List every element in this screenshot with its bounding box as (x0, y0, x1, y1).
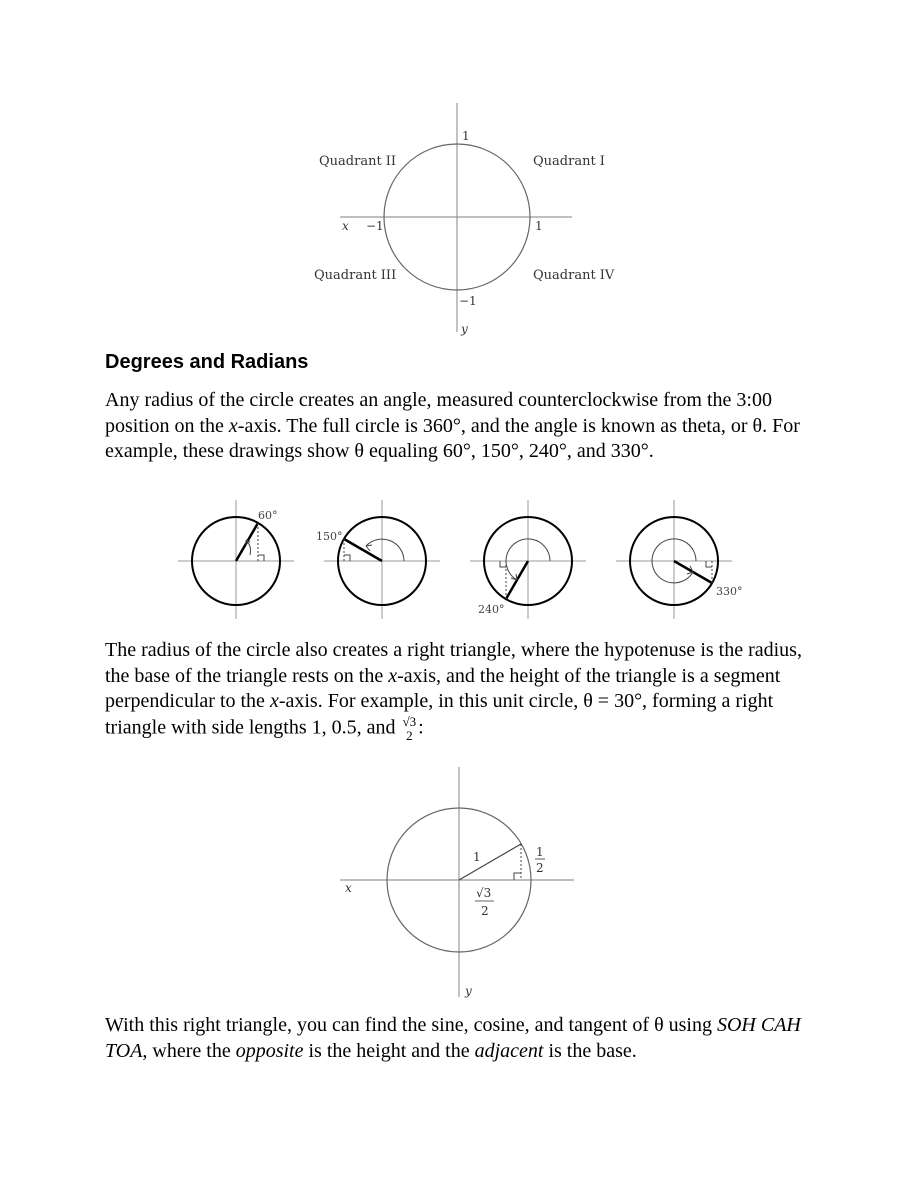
angle-150-label: 150° (316, 530, 343, 543)
height-denominator: 2 (536, 861, 544, 875)
paragraph-soh-cah-toa: With this right triangle, you can find the sine, cosine, and tangent of θ using SOH CAH TOA, where the opposite is the height and the adjacent is the base. (105, 1014, 801, 1062)
base-numerator: √3 (476, 886, 492, 900)
quadrant-1-label: Quadrant I (533, 154, 605, 169)
angle-240-label: 240° (478, 603, 505, 616)
base-denominator: 2 (481, 904, 489, 918)
angle-330-label: 330° (716, 585, 743, 598)
angle-330-diagram (616, 500, 743, 619)
paragraph-right-triangle: The radius of the circle also creates a right triangle, where the hypotenuse is the radius, the base of the triangle rests on the x-axis, and the height of the triangle is a segment perpendicular to the x-axis. For example, in this unit circle, θ = 30°, forming a right triangle with side lengths 1, 0.5, and √3 2 : (105, 639, 802, 743)
x-axis-label: x (345, 881, 352, 895)
angle-60-diagram (178, 500, 294, 619)
tick-label-left: −1 (366, 219, 384, 233)
hypotenuse-label: 1 (473, 850, 481, 864)
tick-label-bottom: −1 (459, 294, 477, 308)
quadrant-4-label: Quadrant IV (533, 268, 615, 283)
angle-examples-figure (170, 495, 760, 620)
x-axis-label: x (342, 219, 349, 233)
section-heading: Degrees and Radians (105, 351, 309, 373)
unit-circle-quadrants-figure (300, 95, 620, 345)
y-axis-label: y (465, 984, 472, 998)
height-numerator: 1 (536, 845, 544, 859)
quadrant-3-label: Quadrant III (314, 268, 397, 283)
tick-label-right: 1 (535, 219, 543, 233)
angle-60-label: 60° (258, 509, 278, 522)
sqrt3-over-2-fraction: √3 2 (402, 713, 417, 743)
hypotenuse-line (459, 844, 521, 880)
unit-circle-30-degree-figure (335, 760, 585, 1005)
angle-150-diagram (316, 500, 440, 619)
right-angle-mark (514, 873, 521, 880)
quadrant-2-label: Quadrant II (319, 154, 397, 169)
angle-240-diagram (470, 500, 586, 619)
y-axis-label: y (461, 322, 468, 336)
paragraph-intro: Any radius of the circle creates an angle, measured counterclockwise from the 3:00 position on the x-axis. The full circle is 360°, and the angle is known as theta, or θ. For example, these drawings show θ equaling 60°, 150°, 240°, and 330°. (105, 389, 800, 462)
tick-label-top: 1 (462, 129, 470, 143)
